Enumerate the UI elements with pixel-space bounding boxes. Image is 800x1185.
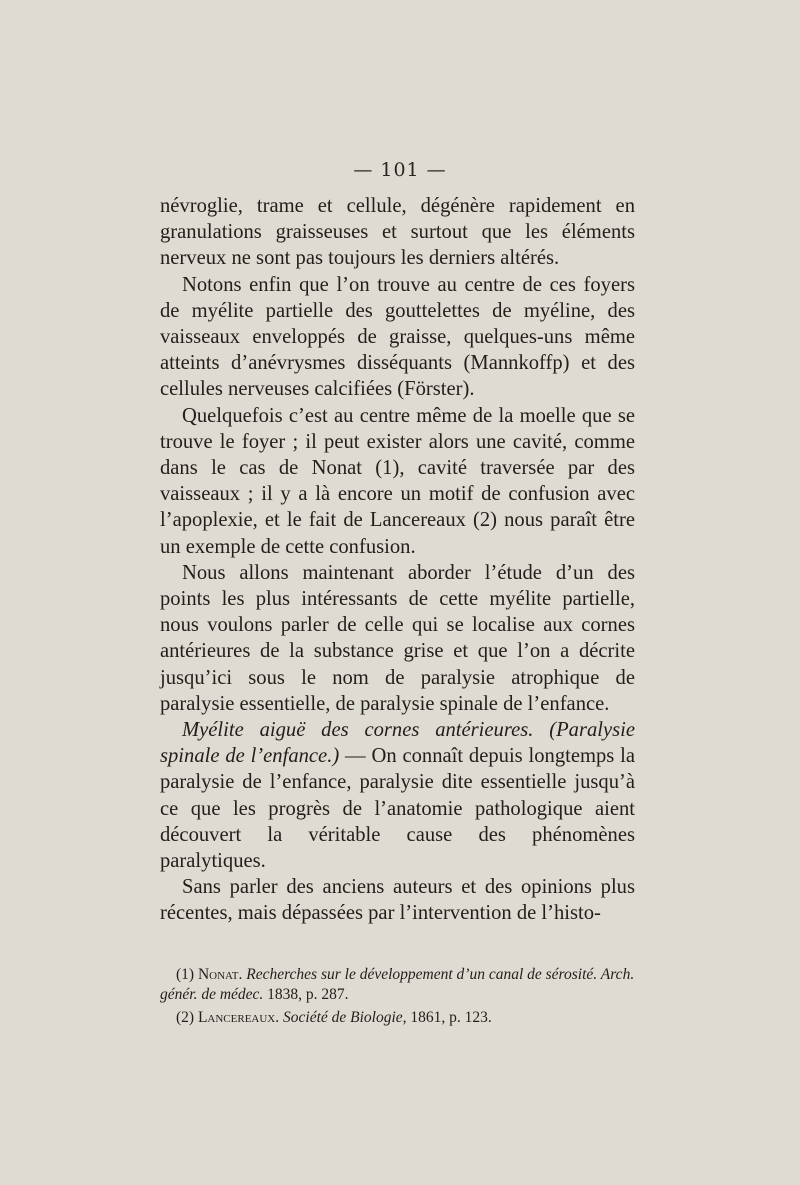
paragraph-4: Nous allons maintenant aborder l’étude d’un des points les plus intéressants de cette myélite partielle, nous voulons parler de celle qui se localise aux cornes antérieures de la substance grise et que l’on a décrite jusqu’ici sous le nom de paralysie atrophique de paralysie essentielle, de paralysie spinale de l’enfance. xyxy=(160,561,635,715)
footnote-1 xyxy=(160,965,640,1005)
section-heading: Myélite aiguë des cornes antérieures. (Paralysie spinale de l’enfance.) xyxy=(160,719,635,768)
page-number: — 101 — xyxy=(353,159,447,181)
footnote-1-number: (1) xyxy=(176,966,195,983)
paragraph-3: Quelquefois c’est au centre même de la moelle que se trouve le foyer ; il peut exister alors une cavité, comme dans le cas de Nonat (1), cavité traversée par des vaisseaux ; il y a là encore un motif de confusion avec l’apoplexie, et le fait de Lancereaux (2) nous paraît être un exemple de cette confusion. xyxy=(160,404,635,558)
footnote-2-author: Lancereaux. xyxy=(197,1009,280,1026)
paragraph-6: Sans parler des anciens auteurs et des opinions plus récentes, mais dépassées par l’intervention de l’histo- xyxy=(160,876,635,925)
footnote-1-author: Nonat. xyxy=(197,966,243,983)
footnote-2-rest: 1861, p. 123. xyxy=(406,1009,492,1026)
footnote-1-title: Recherches sur le développement d’un canal de sérosité. Arch. génér. de médec. xyxy=(160,966,635,1003)
footnote-1-rest: 1838, p. 287. xyxy=(263,986,349,1003)
paragraph-5-text: — On connaît depuis longtemps la paralysie de l’enfance, paralysie dite essentielle jusqu’à ce que les progrès de l’anatomie pathologique aient découvert la véritable cause des phénomènes paralytiques. xyxy=(160,745,636,873)
footnotes xyxy=(160,965,640,1031)
footnote-2-number: (2) xyxy=(176,1009,195,1026)
paragraph-5 xyxy=(160,717,635,874)
paragraph-1: névroglie, trame et cellule, dégénère rapidement en granulations graisseuses et surtout que les éléments nerveux ne sont pas toujours les derniers altérés. xyxy=(160,195,635,270)
main-text xyxy=(160,193,635,927)
footnote-2 xyxy=(160,1008,640,1028)
paragraph-2: Notons enfin que l’on trouve au centre de ces foyers de myélite partielle des gouttelettes de myéline, des vaisseaux enveloppés de graisse, quelques-uns même atteints d’anévrysmes disséquants (Mannkoffp) et des cellules nerveuses calcifiées (Förster). xyxy=(160,273,635,401)
footnote-2-title: Société de Biologie, xyxy=(283,1009,407,1026)
